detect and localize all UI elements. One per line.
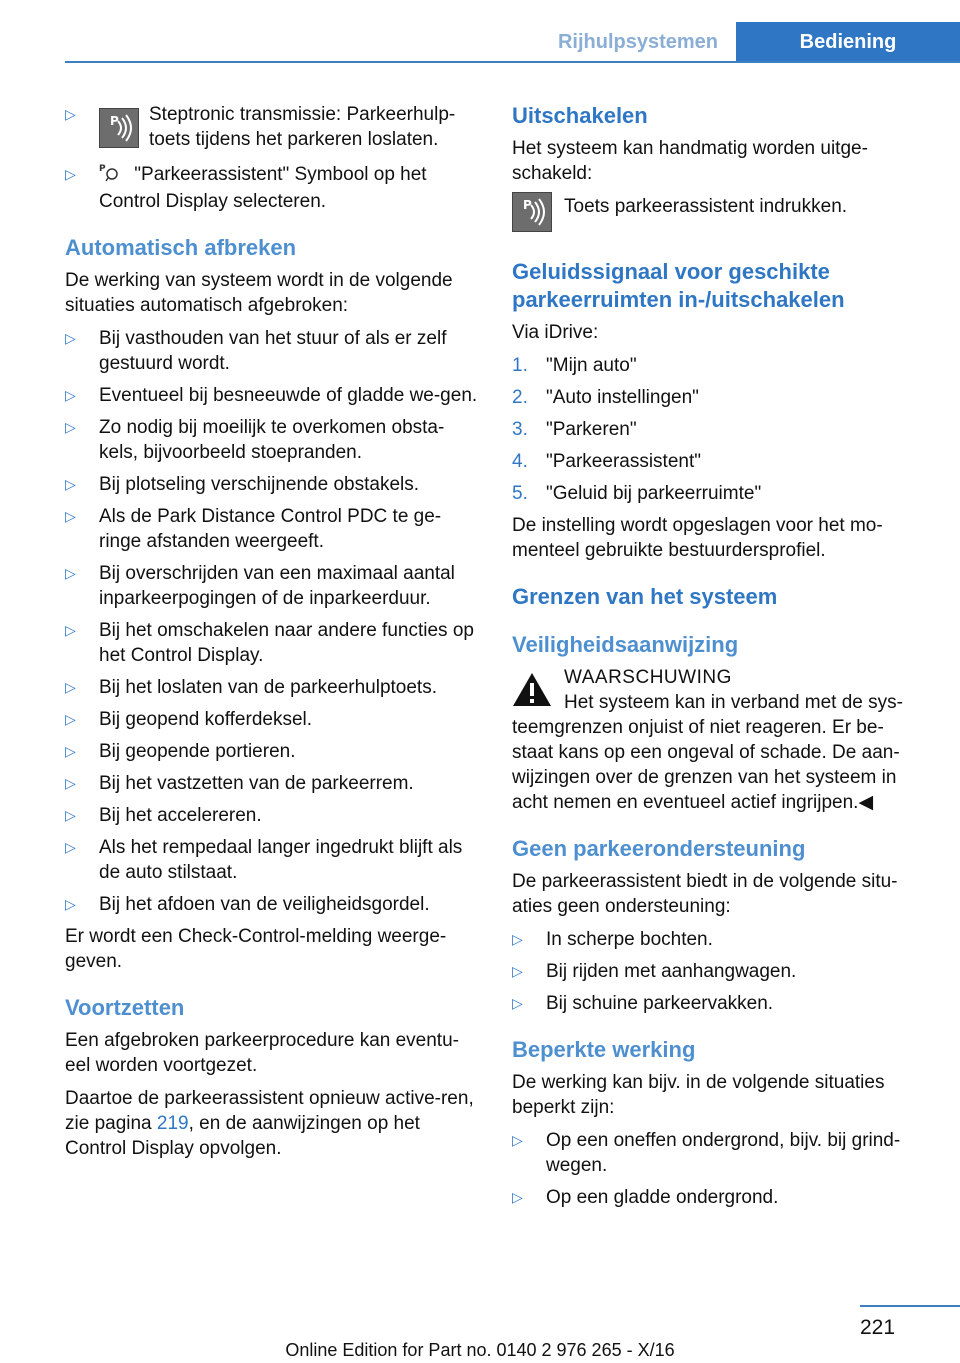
heading-auto-abort: Automatisch afbreken [65,235,297,260]
top-list [65,102,483,214]
warning-block [512,665,920,690]
heading-switch-off: Uitschakelen [512,103,648,128]
list-item [512,481,920,506]
auto-abort-list [65,326,483,917]
paragraph: Het systeem kan handmatig worden uitge-schakeld: [512,138,868,184]
list-item-text: Bij rijden met aanhangwagen. [546,961,797,982]
list-item-text: Bij het accelereren. [99,805,262,826]
list-item-text: "Geluid bij parkeerruimte" [546,483,762,504]
header-rule [65,61,960,63]
warning-title: WAARSCHUWING [564,667,732,688]
svg-text:P: P [523,198,532,212]
triangle-bullet-icon: ▷ [512,1132,523,1148]
list-item [65,415,483,465]
list-item-text: Zo nodig bij moeilijk te overkomen obsta-kels, bijvoorbeeld stoepranden. [99,417,445,463]
list-item-text: Bij schuine parkeervakken. [546,993,774,1014]
heading-limited-function: Beperkte werking [512,1037,696,1062]
list-item-text: Bij het omschakelen naar andere functies op het Control Display. [99,620,474,666]
list-item-text: Op een gladde ondergrond. [546,1187,779,1208]
triangle-bullet-icon: ▷ [512,1189,523,1205]
svg-text:P: P [99,164,106,174]
paragraph: De instelling wordt opgeslagen voor het mo-menteel gebruikte bestuurdersprofiel. [512,515,883,561]
paragraph: De parkeerassistent biedt in de volgende situ-aties geen ondersteuning: [512,871,898,917]
list-item [512,449,920,474]
list-item-text: "Parkeerassistent" [546,451,701,472]
header-section: Rijhulpsystemen [557,31,719,53]
list-item-text: Bij vasthouden van het stuur of als er zelf gestuurd wordt. [99,328,447,374]
list-item [65,561,483,611]
page-header [0,0,960,62]
step-number: 5. [512,483,528,504]
triangle-bullet-icon: ▷ [65,775,76,791]
list-item-text: Als het rempedaal langer ingedrukt blijft als de auto stilstaat. [99,837,463,883]
idrive-steps [512,353,920,506]
svg-text:P: P [110,114,119,128]
page-number: 221 [860,1316,896,1339]
step-number: 4. [512,451,528,472]
list-item [65,102,483,152]
list-item-text: Bij geopend kofferdeksel. [99,709,313,730]
park-assistant-symbol-icon [99,162,121,189]
list-item [65,326,483,376]
paragraph: De werking van systeem wordt in de volgende situaties automatisch afgebroken: [65,270,453,316]
triangle-bullet-icon: ▷ [65,508,76,524]
park-assist-button-icon [512,192,552,232]
list-item-text: "Auto instellingen" [546,387,699,408]
triangle-bullet-icon: ▷ [65,166,76,182]
warning-text: Het systeem kan in verband met de sys-teemgrenzen onjuist of niet reageren. Er be-staat kans op een ongeval of schade. De aan-wijzingen over de grenzen van het systeem in acht nemen en eventueel actief ingrijpen.◀ [512,692,903,813]
list-item-text: Als de Park Distance Control PDC te ge-ringe afstanden weergeeft. [99,506,442,552]
header-tab: Bediening [736,22,960,62]
step-number: 1. [512,355,528,376]
list-item-text: Bij overschrijden van een maximaal aantal inparkeerpogingen of de inparkeerduur. [99,563,455,609]
step-number: 3. [512,419,528,440]
page-link[interactable]: 219 [156,1113,189,1134]
list-item-text: "Parkeerassistent" Symbool op het Control Display selecteren. [99,164,427,212]
list-item [65,892,483,917]
heading-no-support: Geen parkeerondersteuning [512,836,806,861]
warning-body [512,690,920,815]
list-item [512,927,920,952]
paragraph: De werking kan bijv. in de volgende situaties beperkt zijn: [512,1072,885,1118]
limited-list [512,1128,920,1210]
list-item [65,162,483,214]
paragraph: Via iDrive: [512,322,599,343]
triangle-bullet-icon: ▷ [65,622,76,638]
list-item [65,504,483,554]
button-instruction [512,194,920,238]
list-item [512,1128,920,1178]
right-column [512,102,920,1217]
list-item [512,959,920,984]
triangle-bullet-icon: ▷ [512,931,523,947]
list-item [65,383,483,408]
list-item [65,707,483,732]
list-item [512,991,920,1016]
list-item-text: Bij het vastzetten van de parkeerrem. [99,773,414,794]
triangle-bullet-icon: ▷ [65,711,76,727]
list-item-text: Bij het afdoen van de veiligheidsgordel. [99,894,430,915]
heading-sound-signal: Geluidssignaal voor geschikte parkeerruimten in-/uitschakelen [512,259,845,312]
list-item [65,771,483,796]
heading-system-limits: Grenzen van het systeem [512,584,778,609]
triangle-bullet-icon: ▷ [65,330,76,346]
step-number: 2. [512,387,528,408]
triangle-bullet-icon: ▷ [512,963,523,979]
paragraph: Een afgebroken parkeerprocedure kan eventu-eel worden voortgezet. [65,1030,459,1076]
triangle-bullet-icon: ▷ [65,387,76,403]
text-span: Daartoe de parkeerassistent opnieuw active-ren, zie pagina [65,1088,474,1134]
list-item-text: Bij geopende portieren. [99,741,296,762]
triangle-bullet-icon: ▷ [512,995,523,1011]
list-item [65,472,483,497]
list-item [65,835,483,885]
heading-safety: Veiligheidsaanwijzing [512,632,739,657]
triangle-bullet-icon: ▷ [65,476,76,492]
list-item [65,675,483,700]
list-item [65,803,483,828]
triangle-bullet-icon: ▷ [65,807,76,823]
heading-continue: Voortzetten [65,995,185,1020]
edition-note: Online Edition for Part no. 0140 2 976 265 - X/16 [285,1340,675,1360]
triangle-bullet-icon: ▷ [65,565,76,581]
list-item-text: In scherpe bochten. [546,929,713,950]
list-item [65,739,483,764]
list-item [512,1185,920,1210]
list-item-text: Op een oneffen ondergrond, bijv. bij grind-wegen. [546,1130,901,1176]
park-assist-button-icon [99,108,139,148]
list-item [512,417,920,442]
list-item [512,353,920,378]
triangle-bullet-icon: ▷ [65,419,76,435]
no-support-list [512,927,920,1016]
triangle-bullet-icon: ▷ [65,896,76,912]
list-item-text: Bij het loslaten van de parkeerhulptoets. [99,677,437,698]
list-item [512,385,920,410]
triangle-bullet-icon: ▷ [65,106,76,122]
list-item-text: "Mijn auto" [546,355,637,376]
list-item [65,618,483,668]
warning-triangle-icon [512,671,552,707]
text-span: , en de aanwijzingen op het Control Display opvolgen. [65,1113,420,1159]
list-item-text: Bij plotseling verschijnende obstakels. [99,474,420,495]
left-column [65,102,483,1169]
paragraph: Er wordt een Check-Control-melding weerge-geven. [65,926,447,972]
triangle-bullet-icon: ▷ [65,839,76,855]
list-item-text: "Parkeren" [546,419,637,440]
triangle-bullet-icon: ▷ [65,679,76,695]
triangle-bullet-icon: ▷ [65,743,76,759]
footer-rule [860,1305,960,1307]
paragraph-page-ref [65,1086,483,1161]
list-item-text: Steptronic transmissie: Parkeerhulp-toets tijdens het parkeren loslaten. [149,104,456,150]
instruction-text: Toets parkeerassistent indrukken. [564,196,848,217]
list-item-text: Eventueel bij besneeuwde of gladde we-gen. [99,385,478,406]
